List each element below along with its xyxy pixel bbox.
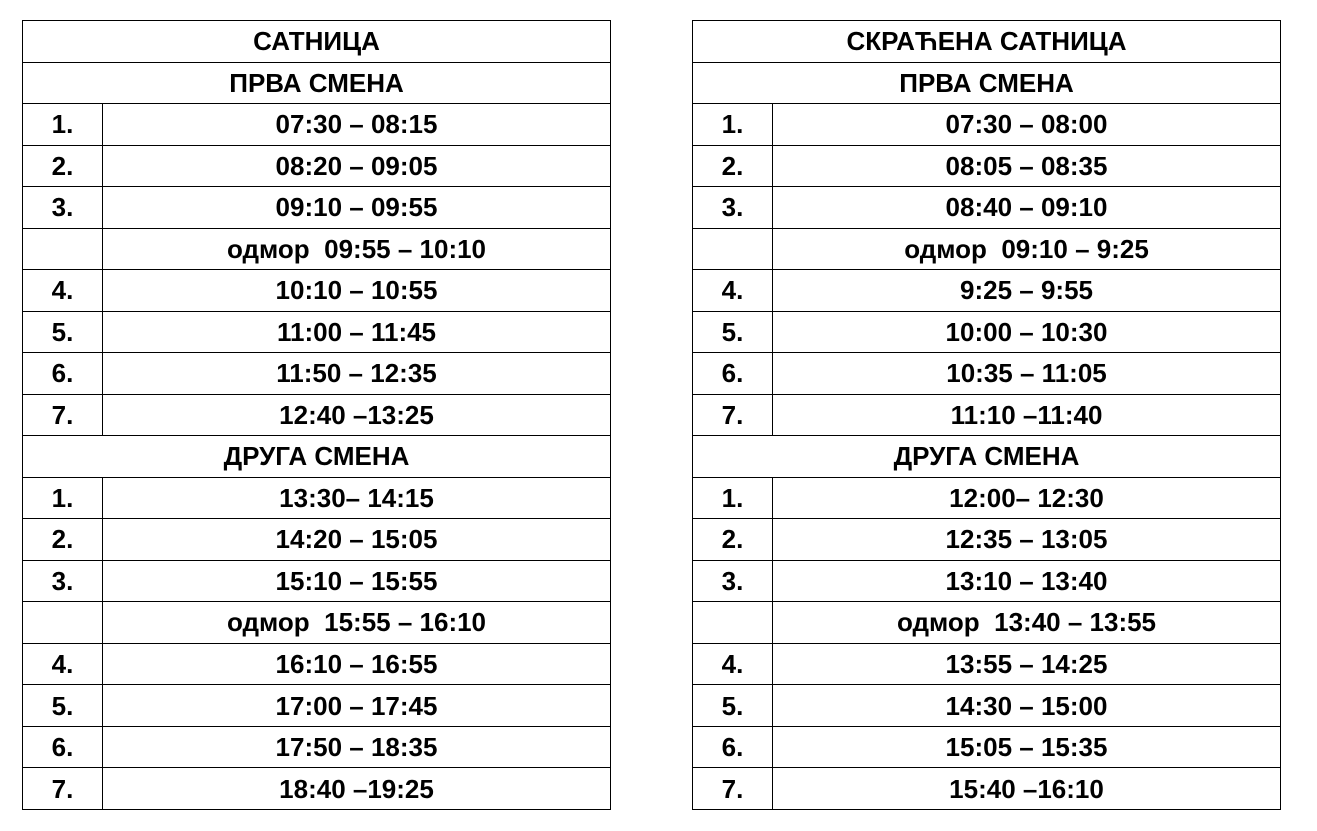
period-time: 10:00 – 10:30 xyxy=(773,311,1281,353)
shift-header-row xyxy=(23,436,611,478)
period-time: 18:40 –19:25 xyxy=(103,768,611,810)
period-time: 08:40 – 09:10 xyxy=(773,187,1281,229)
shift-title: ДРУГА СМЕНА xyxy=(23,436,611,478)
period-row xyxy=(693,311,1281,353)
period-row xyxy=(693,685,1281,727)
table-title: САТНИЦА xyxy=(23,21,611,63)
period-number: 7. xyxy=(23,768,103,810)
period-row xyxy=(23,145,611,187)
period-row xyxy=(23,560,611,602)
period-number: 4. xyxy=(693,643,773,685)
period-time: 13:30– 14:15 xyxy=(103,477,611,519)
period-row xyxy=(693,187,1281,229)
period-number: 3. xyxy=(23,187,103,229)
period-time: 15:05 – 15:35 xyxy=(773,726,1281,768)
period-number: 4. xyxy=(23,643,103,685)
period-time: 11:50 – 12:35 xyxy=(103,353,611,395)
period-number: 7. xyxy=(693,768,773,810)
table-title-row xyxy=(693,21,1281,63)
period-row xyxy=(693,477,1281,519)
period-time: 08:20 – 09:05 xyxy=(103,145,611,187)
period-row xyxy=(23,270,611,312)
period-number: 4. xyxy=(693,270,773,312)
period-time: 07:30 – 08:00 xyxy=(773,104,1281,146)
shortened-schedule-table xyxy=(692,20,1281,810)
period-number xyxy=(23,228,103,270)
period-number: 2. xyxy=(23,145,103,187)
period-row xyxy=(693,145,1281,187)
period-number xyxy=(23,602,103,644)
period-number: 3. xyxy=(693,187,773,229)
regular-schedule-table xyxy=(22,20,611,810)
shift-title: ПРВА СМЕНА xyxy=(693,62,1281,104)
period-time: 12:35 – 13:05 xyxy=(773,519,1281,561)
period-time: 17:50 – 18:35 xyxy=(103,726,611,768)
period-time: 12:00– 12:30 xyxy=(773,477,1281,519)
period-time: 17:00 – 17:45 xyxy=(103,685,611,727)
period-time: 10:10 – 10:55 xyxy=(103,270,611,312)
period-row xyxy=(23,768,611,810)
period-number: 5. xyxy=(23,685,103,727)
period-number: 1. xyxy=(23,104,103,146)
shift-title: ПРВА СМЕНА xyxy=(23,62,611,104)
period-number: 1. xyxy=(23,477,103,519)
period-row xyxy=(693,643,1281,685)
period-number: 4. xyxy=(23,270,103,312)
break-row xyxy=(23,602,611,644)
period-time: 14:30 – 15:00 xyxy=(773,685,1281,727)
table-title: СКРАЋЕНА САТНИЦА xyxy=(693,21,1281,63)
period-time: 13:55 – 14:25 xyxy=(773,643,1281,685)
period-row xyxy=(693,104,1281,146)
table-title-row xyxy=(23,21,611,63)
period-row xyxy=(23,104,611,146)
period-row xyxy=(693,394,1281,436)
period-row xyxy=(23,394,611,436)
period-row xyxy=(23,187,611,229)
period-time: 13:10 – 13:40 xyxy=(773,560,1281,602)
period-row xyxy=(23,353,611,395)
break-time: одмор 15:55 – 16:10 xyxy=(103,602,611,644)
period-number: 2. xyxy=(693,145,773,187)
period-number: 5. xyxy=(693,311,773,353)
period-number: 2. xyxy=(23,519,103,561)
break-row xyxy=(23,228,611,270)
period-time: 09:10 – 09:55 xyxy=(103,187,611,229)
period-number: 3. xyxy=(23,560,103,602)
shift-header-row xyxy=(693,62,1281,104)
period-row xyxy=(23,477,611,519)
period-time: 15:10 – 15:55 xyxy=(103,560,611,602)
period-time: 10:35 – 11:05 xyxy=(773,353,1281,395)
period-time: 07:30 – 08:15 xyxy=(103,104,611,146)
period-row xyxy=(23,519,611,561)
period-row xyxy=(693,353,1281,395)
period-number: 6. xyxy=(23,353,103,395)
period-time: 12:40 –13:25 xyxy=(103,394,611,436)
break-time: одмор 09:55 – 10:10 xyxy=(103,228,611,270)
period-number xyxy=(693,602,773,644)
period-number: 2. xyxy=(693,519,773,561)
period-number xyxy=(693,228,773,270)
shift-header-row xyxy=(693,436,1281,478)
period-row xyxy=(23,726,611,768)
break-time: одмор 13:40 – 13:55 xyxy=(773,602,1281,644)
period-number: 3. xyxy=(693,560,773,602)
period-number: 5. xyxy=(23,311,103,353)
period-time: 11:00 – 11:45 xyxy=(103,311,611,353)
period-row xyxy=(23,311,611,353)
period-number: 5. xyxy=(693,685,773,727)
period-time: 15:40 –16:10 xyxy=(773,768,1281,810)
break-row xyxy=(693,228,1281,270)
period-time: 14:20 – 15:05 xyxy=(103,519,611,561)
period-row xyxy=(693,726,1281,768)
period-row xyxy=(693,560,1281,602)
period-time: 11:10 –11:40 xyxy=(773,394,1281,436)
shift-header-row xyxy=(23,62,611,104)
period-number: 6. xyxy=(23,726,103,768)
period-number: 6. xyxy=(693,353,773,395)
period-row xyxy=(23,643,611,685)
period-row xyxy=(23,685,611,727)
period-number: 1. xyxy=(693,477,773,519)
period-time: 9:25 – 9:55 xyxy=(773,270,1281,312)
period-number: 6. xyxy=(693,726,773,768)
period-number: 7. xyxy=(23,394,103,436)
period-row xyxy=(693,270,1281,312)
period-time: 16:10 – 16:55 xyxy=(103,643,611,685)
break-time: одмор 09:10 – 9:25 xyxy=(773,228,1281,270)
period-number: 7. xyxy=(693,394,773,436)
period-number: 1. xyxy=(693,104,773,146)
break-row xyxy=(693,602,1281,644)
period-row xyxy=(693,519,1281,561)
period-time: 08:05 – 08:35 xyxy=(773,145,1281,187)
shift-title: ДРУГА СМЕНА xyxy=(693,436,1281,478)
period-row xyxy=(693,768,1281,810)
